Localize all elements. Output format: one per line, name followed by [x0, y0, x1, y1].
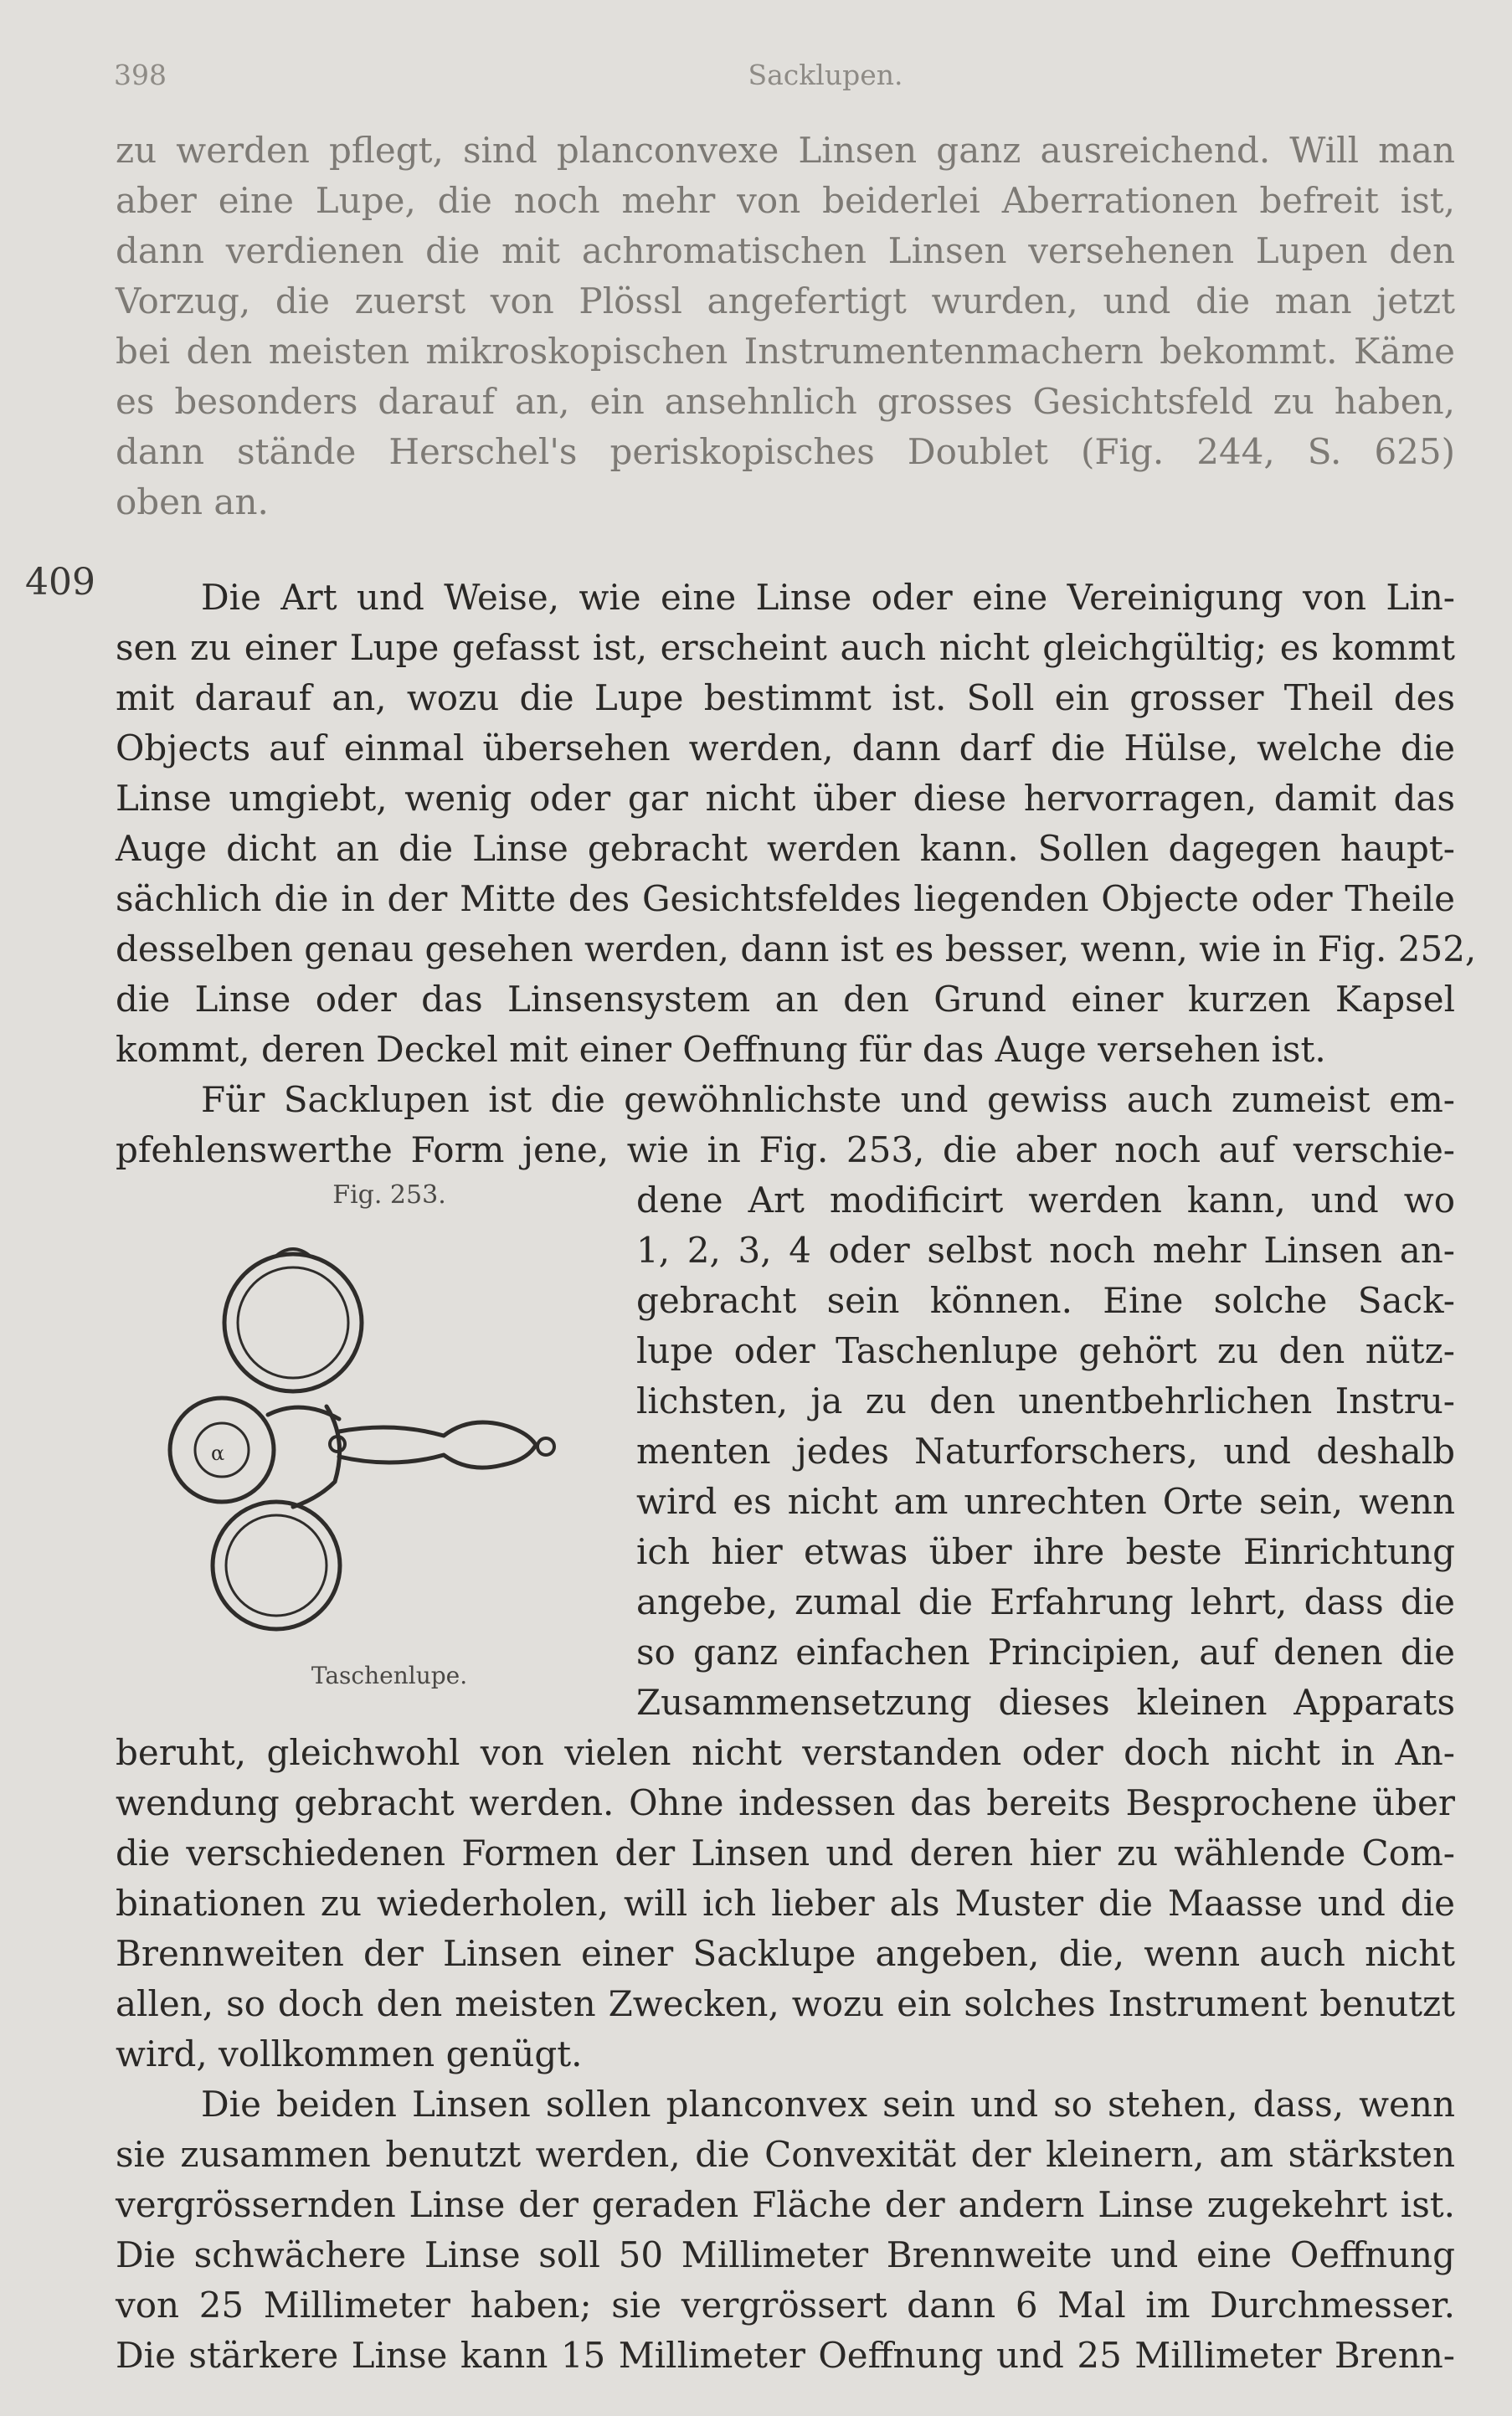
pocket-magnifier-illustration [159, 1231, 628, 1649]
text-line: Brennweiten der Linsen einer Sacklupe angeben, die, wenn auch nicht [116, 1933, 1455, 1974]
text-line: Die stärkere Linse kann 15 Millimeter Oeffnung und 25 Millimeter Brenn- [116, 2335, 1455, 2376]
text-line: angebe, zumal die Erfahrung lehrt, dass die [636, 1581, 1455, 1622]
text-line: dann stände Herschel's periskopisches Doublet (Fig. 244, S. 625) [116, 431, 1455, 472]
text-line: wird, vollkommen genügt. [116, 2033, 583, 2074]
text-line: Objects auf einmal übersehen werden, dann darf die Hülse, welche die [116, 727, 1455, 768]
text-line: menten jedes Naturforschers, und deshalb [636, 1431, 1455, 1472]
lens-ring-bottom [213, 1502, 340, 1629]
text-line: es besonders darauf an, ein ansehnlich grosses Gesichtsfeld zu haben, [116, 381, 1455, 422]
text-line: zu werden pflegt, sind planconvexe Linsen ganz ausreichend. Will man [116, 130, 1455, 171]
text-line: gebracht sein können. Eine solche Sack- [636, 1280, 1455, 1321]
text-line: Zusammensetzung dieses kleinen Apparats [636, 1682, 1455, 1723]
text-line: Die Art und Weise, wie eine Linse oder eine Vereinigung von Lin- [201, 577, 1455, 618]
lens-inner-top [238, 1267, 348, 1378]
text-line: pfehlenswerthe Form jene, wie in Fig. 253, die aber noch auf verschie- [116, 1129, 1455, 1170]
text-line: die Linse oder das Linsensystem an den Grund einer kurzen Kapsel [116, 979, 1455, 1020]
section-number: 409 [25, 561, 95, 604]
text-line: sie zusammen benutzt werden, die Convexität der kleinern, am stärksten [116, 2134, 1455, 2175]
text-line: desselben genau gesehen werden, dann ist es besser, wenn, wie in Fig. 252, [116, 928, 1477, 969]
text-line: dann verdienen die mit achromatischen Linsen versehenen Lupen den [116, 230, 1455, 271]
text-line: Vorzug, die zuerst von Plössl angefertigt wurden, und die man jetzt [116, 280, 1455, 321]
text-line: mit darauf an, wozu die Lupe bestimmt ist. Soll ein grosser Theil des [116, 677, 1455, 718]
text-line: wendung gebracht werden. Ohne indessen das bereits Besprochene über [116, 1782, 1455, 1823]
text-line: die verschiedenen Formen der Linsen und deren hier zu wählende Com- [116, 1833, 1455, 1874]
text-line: bei den meisten mikroskopischen Instrumentenmachern bekommt. Käme [116, 331, 1455, 372]
page-number: 398 [114, 59, 167, 91]
figure-label: Fig. 253. [332, 1180, 446, 1210]
handle-ring [537, 1438, 554, 1455]
text-line: Die beiden Linsen sollen planconvex sein und so stehen, dass, wenn [201, 2084, 1455, 2125]
text-line: Die schwächere Linse soll 50 Millimeter Brennweite und eine Oeffnung [116, 2234, 1455, 2275]
text-line: lupe oder Taschenlupe gehört zu den nütz- [636, 1330, 1455, 1371]
handle-arm [339, 1422, 536, 1468]
text-line: binationen zu wiederholen, will ich lieber als Muster die Maasse und die [116, 1883, 1455, 1924]
svg-text:α: α [211, 1442, 225, 1465]
lens-inner-bottom [226, 1515, 327, 1616]
text-line: beruht, gleichwohl von vielen nicht verstanden oder doch nicht in An- [116, 1732, 1455, 1773]
text-line: ich hier etwas über ihre beste Einrichtung [636, 1531, 1455, 1572]
figure-caption: Taschenlupe. [311, 1662, 468, 1689]
figure-253 [142, 1180, 636, 1699]
text-line: aber eine Lupe, die noch mehr von beiderlei Aberrationen befreit ist, [116, 180, 1455, 221]
text-line: allen, so doch den meisten Zwecken, wozu ein solches Instrument benutzt [116, 1983, 1455, 2024]
text-line: sächlich die in der Mitte des Gesichtsfeldes liegenden Objecte oder Theile [116, 878, 1455, 919]
text-line: lichsten, ja zu den unentbehrlichen Instru- [636, 1380, 1455, 1421]
text-line: so ganz einfachen Principien, auf denen die [636, 1632, 1455, 1673]
running-head-title: Sacklupen. [748, 59, 903, 91]
text-line: Linse umgiebt, wenig oder gar nicht über diese hervorragen, damit das [116, 778, 1455, 819]
text-line: wird es nicht am unrechten Orte sein, wenn [636, 1481, 1455, 1522]
text-line: sen zu einer Lupe gefasst ist, erscheint auch nicht gleichgültig; es kommt [116, 627, 1455, 668]
text-line: dene Art modificirt werden kann, und wo [636, 1180, 1455, 1221]
lens-ring-top [224, 1254, 362, 1391]
running-head [114, 52, 1453, 94]
text-line: vergrössernden Linse der geraden Fläche der andern Linse zugekehrt ist. [116, 2184, 1455, 2225]
text-line: oben an. [116, 481, 269, 522]
text-line: Auge dicht an die Linse gebracht werden kann. Sollen dagegen haupt- [116, 828, 1455, 869]
text-line: 1, 2, 3, 4 oder selbst noch mehr Linsen an- [636, 1230, 1455, 1271]
text-line: Für Sacklupen ist die gewöhnlichste und gewiss auch zumeist em- [201, 1079, 1455, 1120]
text-line: kommt, deren Deckel mit einer Oeffnung für das Auge versehen ist. [116, 1029, 1326, 1070]
text-line: von 25 Millimeter haben; sie vergrössert dann 6 Mal im Durchmesser. [116, 2285, 1455, 2326]
